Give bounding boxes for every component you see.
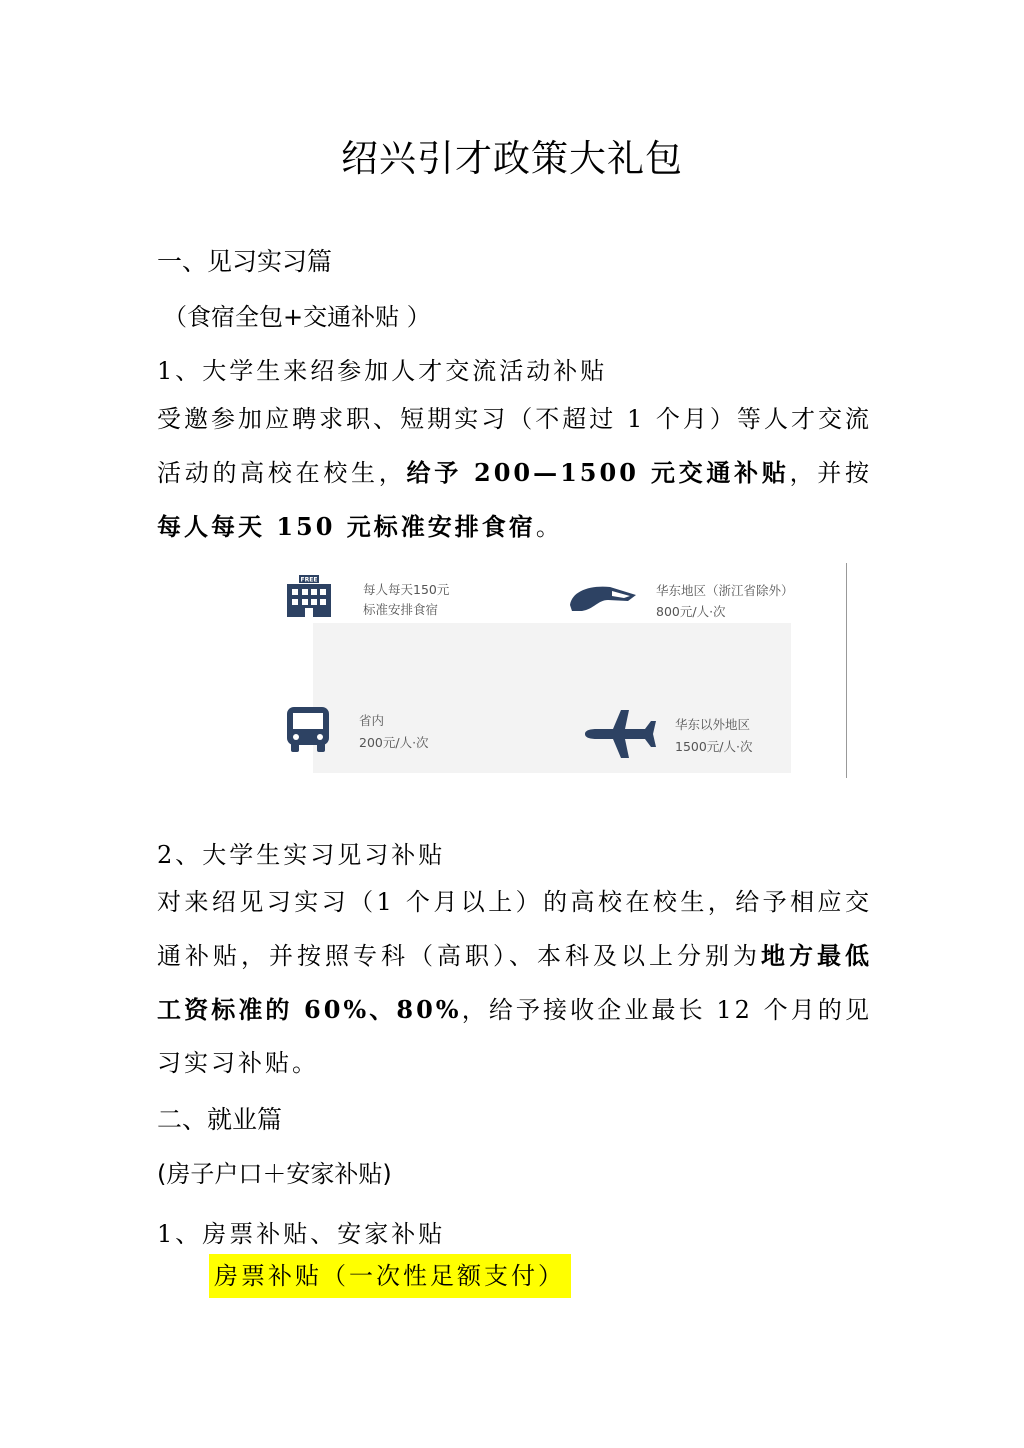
- paragraph-text: ，并按: [789, 459, 873, 487]
- free-tag: FREE: [300, 576, 318, 584]
- paragraph-bold-text: 每人每天 150 元标准安排食宿: [157, 512, 536, 541]
- plane-label-line1: 华东以外地区: [675, 717, 751, 732]
- section2-subtitle: (房子户口＋安家补贴): [157, 1160, 392, 1188]
- bus-icon: [285, 705, 331, 753]
- section1-item2-paragraph: [157, 876, 872, 1090]
- bus-label-line2: 200元/人·次: [359, 735, 429, 750]
- bus-label-line1: 省内: [359, 713, 385, 728]
- page-title: 绍兴引才政策大礼包: [341, 137, 683, 180]
- paragraph-bold-text: 给予 200—1500 元交通补贴: [406, 458, 790, 487]
- paragraph-bold-text: 地方最低工资标准的 60%、80%: [157, 941, 872, 1024]
- paragraph-text: 受邀参加应聘求职、短期实习（不超过 1 个月）等人才交流活动的高校在校生，: [157, 405, 872, 487]
- section1-item1-paragraph: [157, 393, 872, 554]
- section2-heading: 二、就业篇: [157, 1105, 283, 1134]
- airplane-icon: [583, 708, 657, 760]
- section1-heading: 一、见习实习篇: [157, 247, 333, 276]
- food-label-line1: 每人每天150元: [363, 582, 450, 597]
- section1-item2-title: 2、大学生实习见习补贴: [157, 841, 446, 869]
- section1-item1-title: 1、大学生来绍参加人才交流活动补贴: [157, 357, 608, 385]
- section1-subtitle: （食宿全包+交通补贴 ）: [163, 303, 431, 331]
- train-label-line2: 800元/人·次: [656, 604, 726, 619]
- paragraph-text: ，给予接收企业最长 12 个月的见习实习补贴。: [157, 996, 872, 1077]
- hotel-icon: [283, 575, 335, 617]
- food-label-line2: 标准安排食宿: [363, 602, 439, 617]
- highlight-line: [209, 1256, 571, 1291]
- plane-label-line2: 1500元/人·次: [675, 739, 753, 754]
- infographic-divider: [846, 563, 847, 778]
- train-label-line1: 华东地区（浙江省除外）: [656, 583, 794, 598]
- subsidy-infographic: [283, 563, 848, 778]
- paragraph-text: 对来绍见习实习（1 个月以上）的高校在校生，给予相应交通补贴，并按照专科（高职）、本科及以上分别为: [157, 888, 872, 970]
- section2-item1-title: 1、房票补贴、安家补贴: [157, 1220, 446, 1248]
- highlighted-text: 房票补贴（一次性足额支付）: [209, 1254, 571, 1298]
- paragraph-text: 。: [535, 513, 563, 541]
- train-icon: [568, 583, 638, 615]
